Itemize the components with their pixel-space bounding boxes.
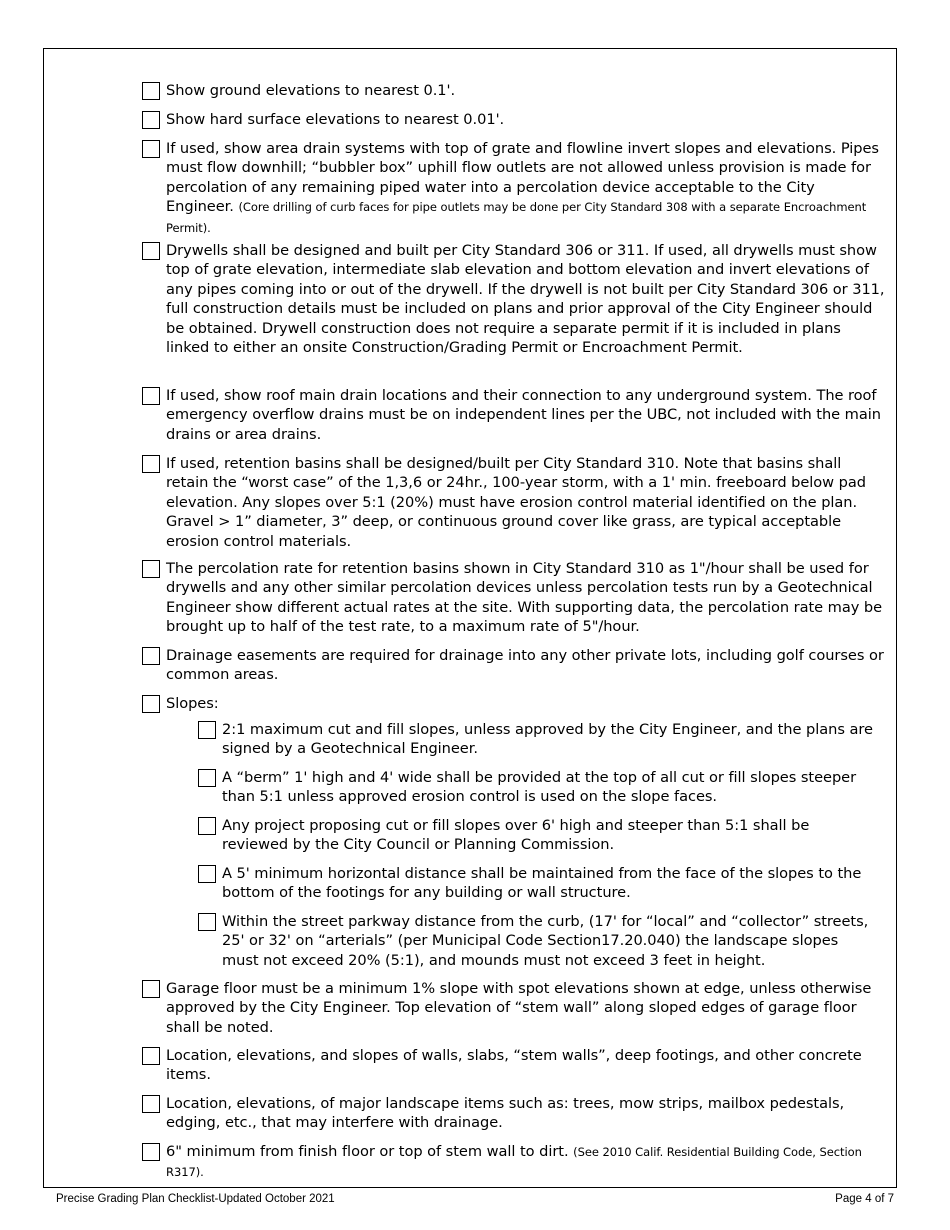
checklist-item bbox=[142, 646, 887, 685]
checkbox[interactable] bbox=[142, 82, 160, 100]
checkbox[interactable] bbox=[198, 865, 216, 883]
sub-item-text: A “berm” 1' high and 4' wide shall be provided at the top of all cut or fill slopes steeper than 5:1 unless approved erosion control is used on the slope faces. bbox=[222, 769, 857, 806]
checklist-item-slopes bbox=[142, 694, 887, 713]
checkbox[interactable] bbox=[142, 242, 160, 260]
checkbox[interactable] bbox=[142, 560, 160, 578]
checkbox[interactable] bbox=[198, 913, 216, 931]
checklist-item bbox=[142, 139, 887, 238]
checklist-item-text: Location, elevations, of major landscape items such as: trees, mow strips, mailbox pedestals, edging, etc., that may interfere with drainage. bbox=[166, 1095, 845, 1132]
checklist-item-text: Slopes: bbox=[166, 695, 219, 712]
checkbox[interactable] bbox=[142, 695, 160, 713]
checklist-item-text: Show hard surface elevations to nearest 0.01'. bbox=[166, 111, 505, 128]
checkbox[interactable] bbox=[198, 817, 216, 835]
checklist-item-note: (Core drilling of curb faces for pipe outlets may be done per City Standard 308 with a separate Encroachment Permit). bbox=[166, 200, 867, 235]
checklist-item bbox=[142, 979, 887, 1037]
sub-item-text: Within the street parkway distance from the curb, (17' for “local” and “collector” streets, 25' or 32' on “arterials” (per Municipal Code Section17.20.040) the landscape slopes must not exceed 20% (5:1), and mounds must not exceed 3 feet in height. bbox=[222, 913, 869, 969]
checklist-item bbox=[142, 1046, 887, 1085]
slopes-sub-item bbox=[198, 912, 878, 970]
checklist-item-text: Drainage easements are required for drainage into any other private lots, including golf courses or common areas. bbox=[166, 647, 884, 684]
checkbox[interactable] bbox=[142, 1143, 160, 1161]
checklist-item bbox=[142, 241, 887, 357]
checkbox[interactable] bbox=[142, 980, 160, 998]
checklist-item-note: (See 2010 Calif. Residential Building Code, Section R317). bbox=[166, 1145, 862, 1180]
checkbox[interactable] bbox=[142, 1047, 160, 1065]
footer-title: Precise Grading Plan Checklist-Updated October 2021 bbox=[56, 1193, 335, 1205]
checklist-item-text: Location, elevations, and slopes of walls, slabs, “stem walls”, deep footings, and other concrete items. bbox=[166, 1047, 862, 1084]
checklist-item bbox=[142, 454, 887, 551]
slopes-sub-item bbox=[198, 864, 878, 903]
checklist-item bbox=[142, 110, 887, 129]
checklist-item-text: If used, show roof main drain locations and their connection to any underground system. The roof emergency overflow drains must be on independent lines per the UBC, not included with the main drains or area drains. bbox=[166, 387, 881, 443]
checkbox[interactable] bbox=[142, 111, 160, 129]
checklist-item-text: Drywells shall be designed and built per City Standard 306 or 311. If used, all drywells must show top of grate elevation, intermediate slab elevation and bottom elevation and invert elevations of any pipes coming into or out of the drywell. If the drywell is not built per City Standard 306 or 311, full construction details must be included on plans and prior approval of the City Engineer should be obtained. Drywell construction does not require a separate permit if it is included in plans linked to either an onsite Construction/Grading Permit or Encroachment Permit. bbox=[166, 242, 885, 357]
checklist-item-text: Show ground elevations to nearest 0.1'. bbox=[166, 82, 456, 99]
checkbox[interactable] bbox=[142, 1095, 160, 1113]
checklist-item bbox=[142, 1094, 887, 1133]
checkbox[interactable] bbox=[198, 769, 216, 787]
checklist-item bbox=[142, 559, 887, 637]
checklist-item bbox=[142, 386, 887, 444]
checklist-item-text: If used, retention basins shall be designed/built per City Standard 310. Note that basins shall retain the “worst case” of the 1,3,6 or 24hr., 100-year storm, with a 1' min. freeboard below pad elevation. Any slopes over 5:1 (20%) must have erosion control material identified on the plan. Gravel > 1” diameter, 3” deep, or continuous ground cover like grass, are typical acceptable erosion control materials. bbox=[166, 455, 866, 550]
sub-item-text: Any project proposing cut or fill slopes over 6' high and steeper than 5:1 shall be reviewed by the City Council or Planning Commission. bbox=[222, 817, 810, 854]
checkbox[interactable] bbox=[198, 721, 216, 739]
checklist-item-text bbox=[166, 139, 887, 238]
checklist-item bbox=[142, 81, 887, 100]
sub-item-text: A 5' minimum horizontal distance shall be maintained from the face of the slopes to the bottom of the footings for any building or wall structure. bbox=[222, 865, 862, 902]
checklist-item-main: 6" minimum from finish floor or top of stem wall to dirt. bbox=[166, 1143, 569, 1160]
checklist-item-text: Garage floor must be a minimum 1% slope with spot elevations shown at edge, unless otherwise approved by the City Engineer. Top elevation of “stem wall” along sloped edges of garage floor shall be noted. bbox=[166, 980, 872, 1036]
checkbox[interactable] bbox=[142, 140, 160, 158]
slopes-sub-item bbox=[198, 720, 878, 759]
sub-item-text: 2:1 maximum cut and fill slopes, unless approved by the City Engineer, and the plans are signed by a Geotechnical Engineer. bbox=[222, 721, 873, 758]
checkbox[interactable] bbox=[142, 455, 160, 473]
checklist-item-text bbox=[166, 1142, 887, 1183]
checkbox[interactable] bbox=[142, 647, 160, 665]
checklist-item-main: If used, show area drain systems with top of grate and flowline invert slopes and elevations. Pipes must flow downhill; “bubbler box” uphill flow outlets are not allowed unless provision is made for percolation of any remaining piped water into a percolation device acceptable to the City Engineer. bbox=[166, 140, 879, 216]
page-number: Page 4 of 7 bbox=[835, 1193, 894, 1205]
checkbox[interactable] bbox=[142, 387, 160, 405]
checklist-item-text: The percolation rate for retention basins shown in City Standard 310 as 1"/hour shall be used for drywells and any other similar percolation devices unless percolation tests run by a Geotechnical Engineer show different actual rates at the site. With supporting data, the percolation rate may be brought up to half of the test rate, to a maximum rate of 5"/hour. bbox=[166, 560, 883, 636]
checklist-item bbox=[142, 1142, 887, 1183]
slopes-sub-item bbox=[198, 816, 878, 855]
slopes-sub-item bbox=[198, 768, 878, 807]
